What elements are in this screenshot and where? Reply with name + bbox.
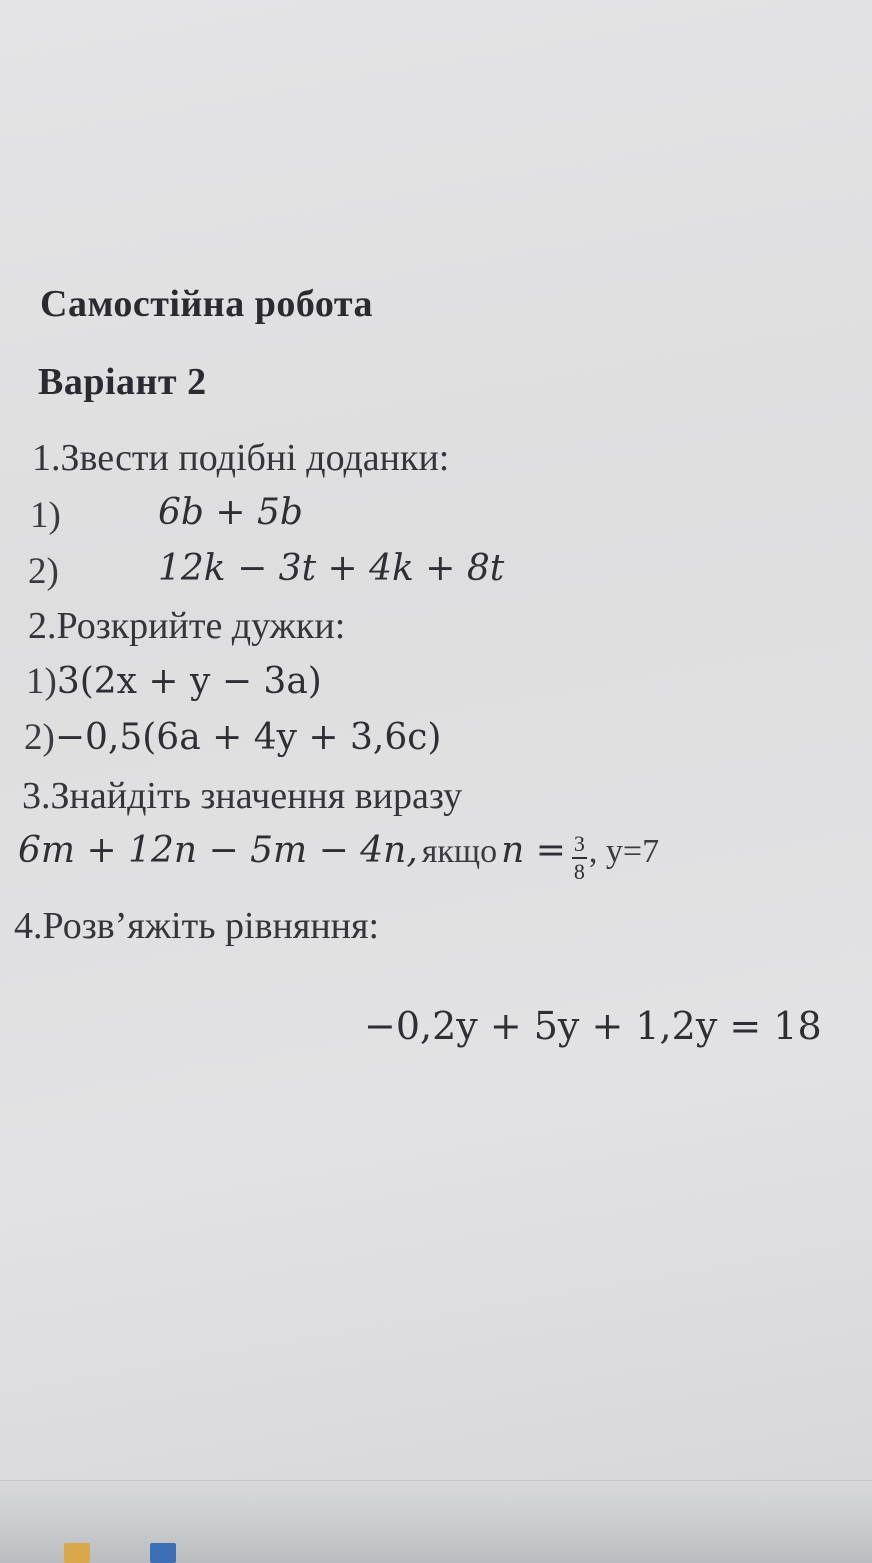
task1-item2-expr: 12k − 3t + 4k + 8t: [158, 548, 505, 589]
task1-item2-label: 2): [28, 551, 59, 592]
task3-expression-line: [18, 830, 659, 883]
task3-condition-var: n =: [501, 830, 566, 871]
task3-fraction: [572, 833, 587, 883]
task4-equation: −0,2y + 5y + 1,2y = 18: [364, 1004, 822, 1048]
task2-heading: 2.Розкрийте дужки:: [28, 605, 346, 647]
task2-item2-expr: −0,5(6a + 4y + 3,6c): [54, 717, 442, 758]
task2-item2: [24, 716, 441, 759]
fraction-numerator: 3: [572, 833, 587, 859]
task2-item2-label: 2): [24, 717, 55, 758]
task3-condition-word: якщо: [421, 833, 498, 870]
app-icon[interactable]: [150, 1543, 176, 1563]
fraction-denominator: 8: [573, 859, 585, 885]
folder-icon[interactable]: [64, 1543, 90, 1563]
variant-heading: Варіант 2: [38, 361, 207, 403]
task1-item1-label: 1): [30, 495, 61, 536]
document-title: Самостійна робота: [40, 283, 373, 325]
task4-heading: 4.Розв’яжіть рівняння:: [14, 905, 380, 947]
taskbar: [0, 1480, 872, 1563]
task3-tail: , y=7: [588, 833, 660, 870]
task3-expr: 6m + 12n − 5m − 4n,: [18, 830, 418, 871]
task2-item1-expr: 3(2x + y − 3a): [56, 661, 322, 702]
task3-heading: 3.Знайдіть значення виразу: [22, 775, 463, 817]
task2-item1: [26, 660, 322, 703]
task1-heading: 1.Звести подібні доданки:: [32, 437, 450, 479]
task1-item1-expr: 6b + 5b: [158, 492, 303, 533]
task2-item1-label: 1): [26, 661, 57, 702]
